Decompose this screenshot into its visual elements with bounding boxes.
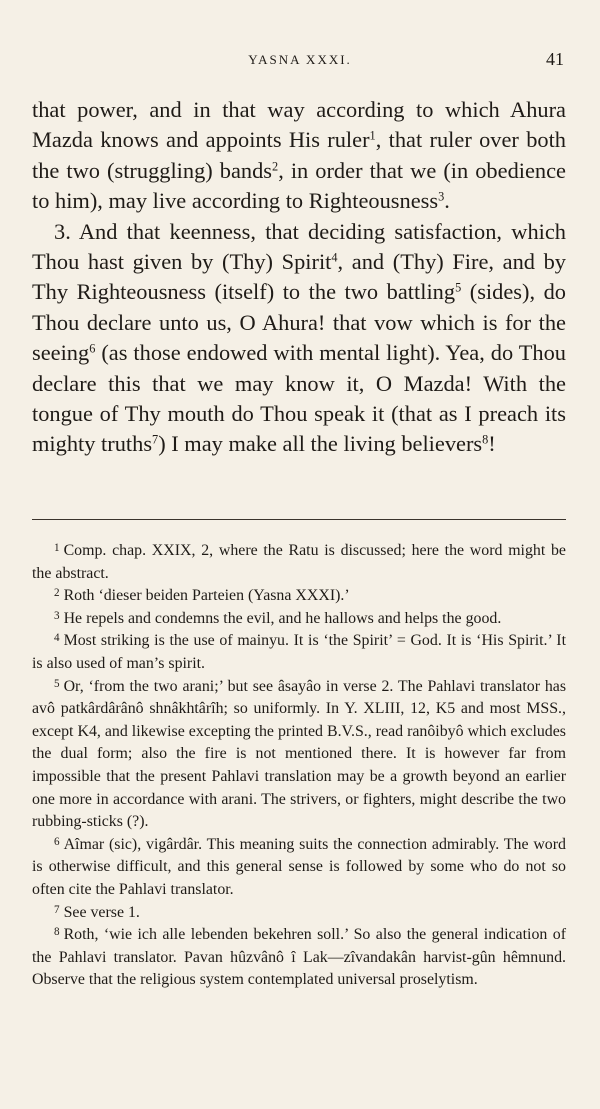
text-run: , that ruler over both the two (struggling) bands: [32, 127, 566, 183]
footnote-mark: 3: [54, 609, 60, 622]
main-text: [32, 95, 566, 460]
text-run: .: [444, 188, 450, 214]
text-run: , in order that we (in obedience to him), may live according to Righteousness: [32, 157, 566, 214]
footnote-ref: 4: [331, 250, 338, 265]
footnote-text: Most striking is the use of mainyu. It is ‘the Spirit’ = God. It is ‘His Spirit.’ It is also used of man’s spirit.: [32, 632, 566, 672]
footnote-mark: 5: [54, 677, 60, 690]
page-header: [0, 49, 600, 74]
footnote-ref: 7: [152, 433, 159, 448]
footnote-ref: 8: [482, 433, 489, 448]
text-run: (as those endowed with mental light). Yea, do Thou declare this that we may know it, O Mazda! With the tongue of Thy mouth do Thou speak it (that as I preach its mighty truths: [32, 340, 566, 457]
paragraph-continuation: [32, 95, 566, 217]
footnote: [32, 608, 566, 631]
footnote-ref: 3: [438, 189, 445, 204]
text-run: !: [488, 431, 496, 457]
paragraph-verse-3: [32, 217, 566, 460]
footnote-mark: 7: [54, 903, 60, 916]
footnote-text: Roth ‘dieser beiden Parteien (Yasna XXXI).’: [63, 587, 350, 605]
footnote-text: He repels and condemns the evil, and he hallows and helps the good.: [63, 609, 502, 627]
footnote-ref: 6: [89, 341, 96, 356]
footnote-ref: 2: [272, 159, 279, 174]
footnote-text: Or, ‘from the two arani;’ but see âsayâo in verse 2. The Pahlavi translator has avô patkârdârânô shnâkhtârîh; so uniformly. In Y. XLIII, 12, K5 and most MSS., except K4, and likewise excepting the printed B.V.S., read ranôibyô which excludes the dual form; also the fire is not mentioned there. It is however far from impossible that the present Pahlavi translation may be a growth beyond an earlier one more in accordance with arani. The strivers, or fighters, might describe the two rubbing-sticks (?).: [32, 677, 566, 831]
footnote-text: See verse 1.: [63, 903, 140, 921]
footnote-mark: 8: [54, 926, 60, 939]
text-run: (sides), do Thou declare unto us, O Ahura! that vow which is for the seeing: [32, 279, 566, 366]
footnote: [32, 585, 566, 608]
running-title: YASNA XXXI.: [248, 52, 352, 67]
footnote-ref: 1: [369, 129, 376, 144]
text-run: , and (Thy) Fire, and by Thy Righteousness (itself) to the two battling: [32, 249, 567, 305]
page-number: 41: [546, 49, 564, 69]
footnote-mark: 4: [54, 632, 60, 645]
footnote-text: Comp. chap. XXIX, 2, where the Ratu is discussed; here the word might be the abstract.: [32, 542, 566, 582]
footnote-text: Roth, ‘wie ich alle lebenden bekehren soll.’ So also the general indication of the Pahlavi translator. Pavan hûzvânô î Lak—zîvandakân harvist-gûn hêmnund. Observe that the religious system contemplated universal proselytism.: [32, 926, 566, 989]
footnote: [32, 924, 566, 992]
text-run: ) I may make all the living believers: [158, 431, 483, 457]
text-run: that power, and in that way according to which Ahura Mazda knows and appoints His ruler: [32, 97, 566, 153]
footnote-mark: 1: [54, 542, 60, 555]
footnote-text: Aîmar (sic), vigârdâr. This meaning suits the connection admirably. The word is otherwise difficult, and this general sense is followed by some who do not so often cite the Pahlavi translator.: [32, 835, 566, 898]
footnote: [32, 676, 566, 834]
footnotes: [32, 540, 566, 992]
text-run: 3. And that keenness, that deciding satisfaction, which Thou hast given by (Thy) Spirit: [32, 218, 566, 275]
footnote: [32, 902, 566, 925]
footnote-mark: 2: [54, 587, 60, 600]
footnote: [32, 834, 566, 902]
footnote: [32, 540, 566, 585]
footnote: [32, 630, 566, 675]
footnote-ref: 5: [455, 281, 462, 296]
footnote-divider: [32, 519, 566, 520]
footnote-mark: 6: [54, 835, 60, 848]
